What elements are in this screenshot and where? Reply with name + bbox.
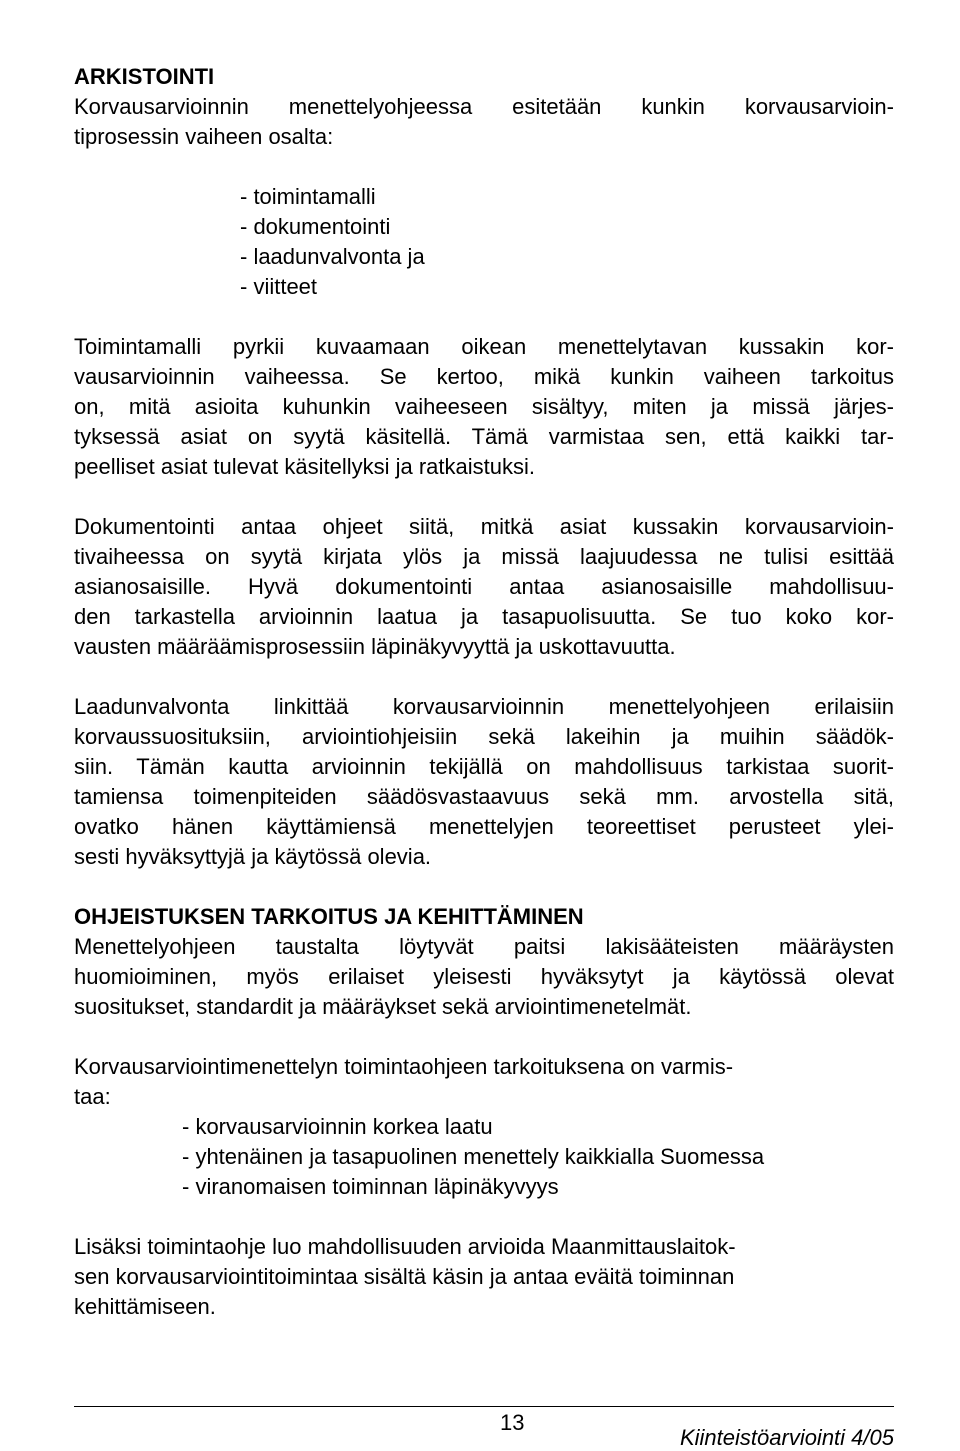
text-line: vausarvioinnin vaiheessa. Se kertoo, mikä kunkin vaiheen tarkoitus: [74, 364, 894, 389]
text-line: taa:: [74, 1084, 111, 1109]
text-line: Laadunvalvonta linkittää korvausarvioinnin menettelyohjeen erilaisiin: [74, 694, 894, 719]
text-line: tamiensa toimenpiteiden säädösvastaavuus sekä mm. arvostella sitä,: [74, 784, 894, 809]
text-line: peelliset asiat tulevat käsitellyksi ja ratkaistuksi.: [74, 454, 535, 479]
text-line: vausten määräämisprosessiin läpinäkyvyyttä ja uskottavuutta.: [74, 634, 676, 659]
text-line: Dokumentointi antaa ohjeet siitä, mitkä asiat kussakin korvausarvioin-: [74, 514, 894, 539]
list-item: - yhtenäinen ja tasapuolinen menettely kaikkialla Suomessa: [182, 1144, 765, 1169]
text-line: huomioiminen, myös erilaiset yleisesti hyväksytyt ja käytössä olevat: [74, 964, 894, 989]
list-item: - dokumentointi: [240, 214, 391, 239]
list-item: - laadunvalvonta ja: [240, 244, 425, 269]
text-line: Toimintamalli pyrkii kuvaamaan oikean menettelytavan kussakin kor-: [74, 334, 894, 359]
text-line: Korvausarvioinnin menettelyohjeessa esitetään kunkin korvausarvioin-: [74, 94, 894, 119]
section-heading: OHJEISTUKSEN TARKOITUS JA KEHITTÄMINEN: [74, 904, 584, 929]
text-line: sesti hyväksyttyjä ja käytössä olevia.: [74, 844, 432, 869]
text-line: kehittämiseen.: [74, 1294, 216, 1319]
text-line: Menettelyohjeen taustalta löytyvät paitsi lakisääteisten määräysten: [74, 934, 894, 959]
footer-rule: [74, 1406, 894, 1407]
text-line: Lisäksi toimintaohje luo mahdollisuuden arvioida Maanmittauslaitok-: [74, 1234, 736, 1259]
text-line: asianosaisille. Hyvä dokumentointi antaa asianosaisille mahdollisuu-: [74, 574, 894, 599]
text-line: on, mitä asioita kuhunkin vaiheeseen sisältyy, miten ja missä järjes-: [74, 394, 894, 419]
text-line: sen korvausarviointitoimintaa sisältä käsin ja antaa eväitä toiminnan: [74, 1264, 735, 1289]
text-line: ovatko hänen käyttämiensä menettelyjen teoreettiset perusteet ylei-: [74, 814, 894, 839]
list-item: - viranomaisen toiminnan läpinäkyvyys: [182, 1174, 559, 1199]
text-line: den tarkastella arvioinnin laatua ja tasapuolisuutta. Se tuo koko kor-: [74, 604, 894, 629]
page-body: [74, 62, 894, 1322]
text-line: Korvausarviointimenettelyn toimintaohjeen tarkoituksena on varmis-: [74, 1054, 734, 1079]
list-item: - korvausarvioinnin korkea laatu: [182, 1114, 493, 1139]
journal-title: Kiinteistöarviointi 4/05: [679, 1425, 894, 1450]
section-heading: ARKISTOINTI: [74, 64, 215, 89]
page-number: 13: [500, 1410, 525, 1435]
list-item: - viitteet: [240, 274, 318, 299]
text-line: tiprosessin vaiheen osalta:: [74, 124, 334, 149]
text-line: suositukset, standardit ja määräykset sekä arviointimenetelmät.: [74, 994, 692, 1019]
text-line: korvaussuosituksiin, arviointiohjeisiin sekä lakeihin ja muihin säädök-: [74, 724, 894, 749]
text-line: tyksessä asiat on syytä käsitellä. Tämä varmistaa sen, että kaikki tar-: [74, 424, 894, 449]
text-line: siin. Tämän kautta arvioinnin tekijällä on mahdollisuus tarkistaa suorit-: [74, 754, 894, 779]
text-line: tivaiheessa on syytä kirjata ylös ja missä laajuudessa ne tulisi esittää: [74, 544, 894, 569]
list-item: - toimintamalli: [240, 184, 376, 209]
